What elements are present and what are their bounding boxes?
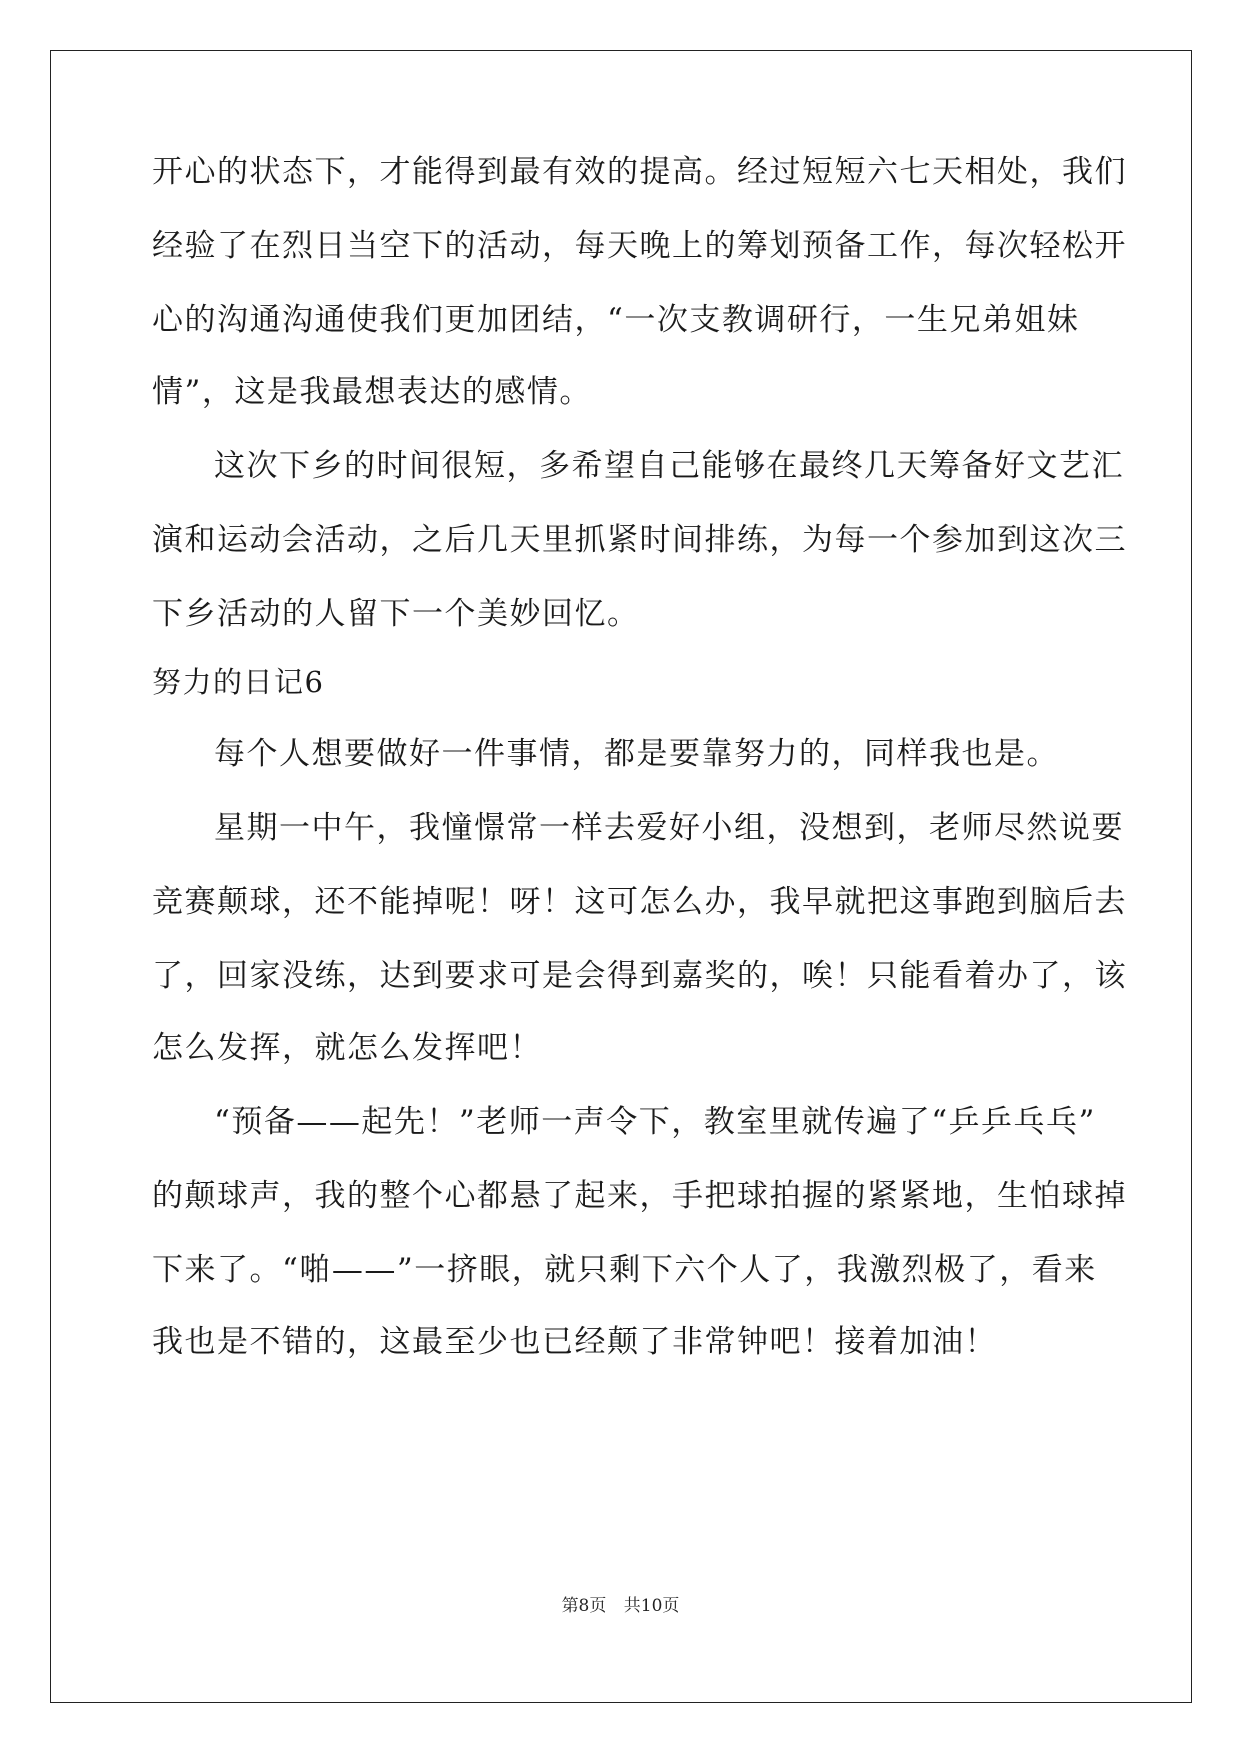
body-line: 经验了在烈日当空下的活动，每天晚上的筹划预备工作，每次轻松开 [152, 228, 1127, 264]
page-border [50, 50, 1192, 1703]
body-line: 我也是不错的，这最至少也已经颠了非常钟吧！接着加油！ [152, 1324, 997, 1360]
body-line: 心的沟通沟通使我们更加团结，“一次支教调研行，一生兄弟姐妹 [152, 302, 1080, 338]
body-line: 的颠球声，我的整个心都悬了起来，手把球拍握的紧紧地，生怕球掉 [152, 1178, 1127, 1214]
paragraph-start-line: 每个人想要做好一件事情，都是要靠努力的，同样我也是。 [214, 736, 1059, 772]
body-line: 下来了。“啪——”一挤眼，就只剩下六个人了，我激烈极了，看来 [152, 1252, 1097, 1288]
section-heading: 努力的日记6 [152, 665, 325, 699]
paragraph-start-line: 星期一中午，我憧憬常一样去爱好小组，没想到，老师尽然说要 [214, 810, 1124, 846]
page-number-current: 第8页 [561, 1596, 607, 1616]
paragraph-start-line: “预备——起先！”老师一声令下，教室里就传遍了“乒乒乓乓” [214, 1104, 1096, 1140]
body-line: 下乡活动的人留下一个美妙回忆。 [152, 596, 640, 632]
body-line: 竞赛颠球，还不能掉呢！呀！这可怎么办，我早就把这事跑到脑后去 [152, 884, 1127, 920]
paragraph-start-line: 这次下乡的时间很短，多希望自己能够在最终几天筹备好文艺汇 [214, 448, 1124, 484]
body-line: 怎么发挥，就怎么发挥吧！ [152, 1030, 542, 1066]
body-line: 开心的状态下，才能得到最有效的提高。经过短短六七天相处，我们 [152, 154, 1127, 190]
body-line: 了，回家没练，达到要求可是会得到嘉奖的，唉！只能看着办了，该 [152, 958, 1127, 994]
page-number-total: 共10页 [623, 1596, 680, 1616]
page-footer [0, 1594, 1241, 1618]
body-line: 演和运动会活动，之后几天里抓紧时间排练，为每一个参加到这次三 [152, 522, 1127, 558]
body-line: 情”，这是我最想表达的感情。 [152, 374, 592, 410]
